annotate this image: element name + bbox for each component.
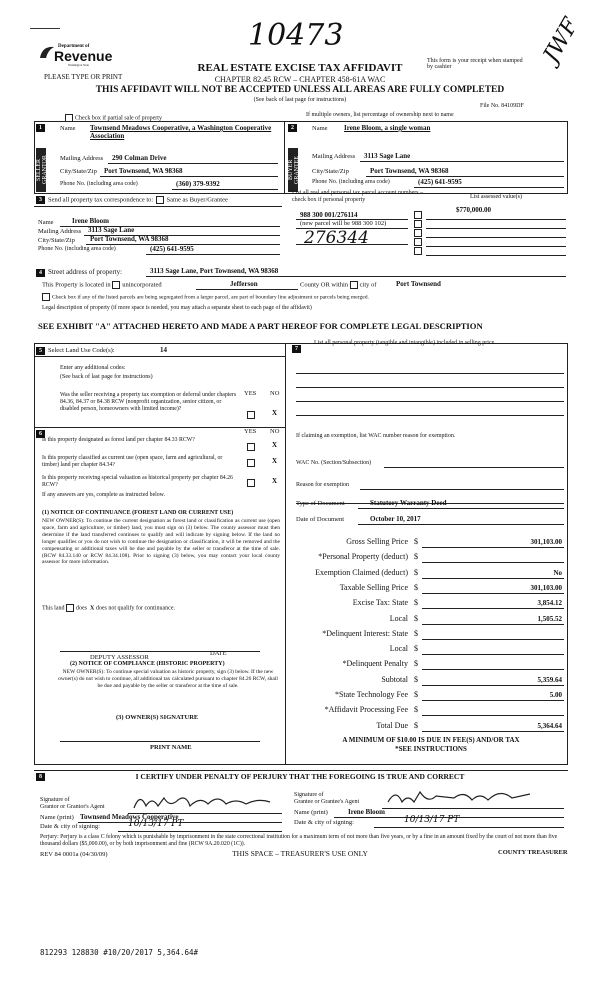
logo-name: Revenue	[54, 48, 113, 64]
tax-corr-phone: (425) 641-9595	[150, 245, 194, 253]
forest-land-question: Is this property designated as forest land per chapter 84.33 RCW?	[42, 437, 195, 443]
amount-dollar-sign: $	[414, 567, 418, 577]
doc-type-label: Type of Document	[296, 500, 345, 507]
seller-exemption-yes-checkbox[interactable]	[247, 411, 255, 419]
street-label: Street address of property:	[48, 268, 123, 276]
land-use-see-back: (See back of last page for instructions)	[60, 374, 153, 380]
continuance-title: (1) NOTICE OF CONTINUANCE (FOREST LAND OR CURRENT USE)	[42, 510, 234, 516]
county-value: Jefferson	[230, 280, 258, 288]
current-use-question: Is this property classified as current use (open space, farm and agricultural, or timber) land per chapter 84.34?	[42, 455, 223, 468]
this-land-row: This land does X does not qualify for continuance.	[42, 605, 175, 612]
section-4-badge: 4	[36, 269, 45, 277]
amount-underline	[422, 700, 564, 701]
amount-value[interactable]: 5,359.64	[537, 675, 562, 684]
buyer-city: Port Townsend, WA 98368	[370, 167, 449, 175]
multiple-owners-note: If multiple owners, list percentage of ownership next to name	[306, 112, 454, 118]
legal-description-label: Legal description of property (if more space is needed, you may attach a separate sheet to each page of the affidavit)	[42, 305, 312, 311]
see-instructions: *SEE INSTRUCTIONS	[395, 745, 467, 753]
additional-codes-label: Enter any additional codes:	[60, 365, 126, 371]
segregated-row[interactable]	[42, 293, 369, 301]
grantor-date-label: Date & city of signing:	[40, 823, 100, 830]
doc-date-label: Date of Document	[296, 516, 345, 523]
parcel-checkboxes[interactable]	[414, 211, 424, 256]
unincorporated-checkbox[interactable]	[112, 281, 120, 289]
amount-underline	[422, 578, 564, 579]
amount-dollar-sign: $	[414, 644, 418, 654]
amount-dollar-sign: $	[414, 705, 418, 715]
same-as-buyer-label: Same as Buyer/Grantee	[166, 196, 228, 204]
land-use-no-header: NO	[270, 390, 280, 397]
located-row	[42, 281, 162, 289]
amount-underline	[422, 624, 564, 625]
deputy-date-label: DATE	[210, 650, 227, 657]
grantor-signature	[130, 790, 280, 814]
current-use-yes-checkbox[interactable]	[247, 459, 255, 467]
amount-underline	[422, 685, 564, 686]
street-row	[36, 268, 122, 277]
section-1-badge: 1	[36, 124, 45, 132]
revenue-logo	[38, 44, 113, 67]
owner-signature-label: (3) OWNER(S) SIGNATURE	[116, 714, 199, 721]
doc-type-value: Statutory Warranty Deed	[370, 499, 447, 507]
logo-dept: Department of	[58, 44, 90, 49]
continuance-text: NEW OWNER(S): To continue the current designation as forest land or classification as current use (open space, farm and agriculture, or timber) land, you must sign on (3) below. The county assessor must then determine if the land transferred continues to qualify and will indicate by signing below. If the land no longer qualifies or you do not wish to continue the designation or classification, it will be removed and the compensating or additional taxes will be due and payable by the seller or transferor at the time of sale. (RCW 84.33.140 or RCW 84.34.108). Prior to signing (3) below, you may contact your local county assessor for more information.	[42, 518, 280, 566]
handwritten-file-number: 10473	[248, 18, 344, 53]
exemption-intro: If claiming an exemption, list WAC number reason for exemption.	[296, 433, 456, 439]
seller-mailing: 290 Colman Drive	[112, 154, 167, 162]
land-use-row	[36, 347, 115, 355]
grantor-name-label: Name (print)	[40, 814, 74, 821]
unincorporated-label: unincorporated	[122, 281, 162, 289]
exhibit-note: SEE EXHIBIT "A" ATTACHED HERETO AND MADE A PART HEREOF FOR COMPLETE LEGAL DESCRIPTION	[38, 321, 483, 331]
historic-no-mark[interactable]: X	[272, 477, 278, 485]
grantee-name: Irene Bloom	[348, 808, 386, 816]
tax-corr-name: Irene Bloom	[72, 217, 110, 225]
form-chapter: CHAPTER 82.45 RCW – CHAPTER 458-61A WAC	[214, 75, 386, 84]
seller-name: Townsend Meadows Cooperative, a Washington Cooperative Association	[90, 124, 272, 140]
treasurer-space: THIS SPACE – TREASURER'S USE ONLY	[232, 849, 368, 858]
receipt-stamp: 812293 128830 #10/20/2017 5,364.64#	[40, 948, 199, 957]
section-7-badge: 7	[292, 345, 301, 353]
revision-number: REV 84 0001a (04/30/09)	[40, 851, 108, 858]
exemption-reason-label: Reason for exemption	[296, 482, 349, 488]
county-within-label: County OR within city of	[300, 281, 377, 289]
forest-yes-header: YES	[244, 428, 257, 435]
land-use-code: 14	[160, 346, 167, 354]
doc-date-value: October 10, 2017	[370, 515, 421, 523]
buyer-city-label: City/State/Zip	[312, 168, 349, 175]
amount-dollar-sign: $	[414, 537, 418, 546]
deputy-assessor-label: DEPUTY ASSESSOR	[90, 654, 149, 661]
amount-label: *Delinquent Penalty	[342, 659, 408, 669]
form-see-back: (See back of last page for instructions)	[253, 97, 347, 103]
parcel-personal-checkbox[interactable]	[414, 247, 422, 255]
grantee-date: 10/13/17 PT	[404, 815, 460, 825]
seller-phone: (360) 379-9392	[176, 180, 220, 188]
tax-corr-mailing: 3113 Sage Lane	[88, 226, 135, 234]
handwritten-initials: JWF	[538, 14, 584, 67]
parcel-number: 988 300 001/276114	[300, 211, 358, 219]
amount-label: *Delinquent Interest: State	[322, 628, 408, 638]
grantee-signature-label: Signature of Grantee or Grantee's Agent	[294, 792, 360, 805]
amount-underline	[422, 547, 564, 548]
seller-exemption-question: Was the seller receiving a property tax exemption or deferral under chapters 84.36, 84.37 or 84.38 RCW (nonprofit organization, senior citizen, or disabled person, homeowners with limited income)?	[60, 392, 237, 412]
grantee-signature	[384, 786, 534, 810]
section-8-badge: 8	[36, 773, 45, 781]
tax-corr-phone-label: Phone No. (including area code)	[38, 246, 116, 252]
historic-question: Is this property receiving special valuation as historical property per chapter 84.26 RCW?	[42, 475, 233, 488]
seller-city: Port Townsend, WA 98368	[104, 167, 183, 175]
located-label: This Property is located in	[42, 281, 111, 289]
tax-corr-city-label: City/State/Zip	[38, 237, 75, 244]
street-value: 3113 Sage Lane, Port Townsend, WA 98368	[150, 267, 279, 275]
grantee-name-label: Name (print)	[294, 809, 328, 816]
file-number: File No. 84109DF	[480, 103, 524, 109]
form-title: REAL ESTATE EXCISE TAX AFFIDAVIT	[197, 62, 403, 74]
assessed-value: $770,000.00	[456, 206, 491, 214]
amount-label: Excise Tax: State	[352, 598, 408, 608]
parcel-personal-checkbox[interactable]	[414, 229, 422, 237]
section-3-badge: 3	[36, 196, 45, 204]
amount-label: Subtotal	[381, 674, 408, 684]
buyer-name: Irene Bloom, a single woman	[344, 124, 431, 132]
amount-value[interactable]: 5,364.64	[537, 721, 562, 730]
land-use-label: Select Land Use Code(s):	[48, 347, 115, 354]
amount-label: Local	[389, 613, 408, 623]
amount-value[interactable]: 1,505.52	[537, 614, 562, 623]
parcel-personal-checkbox[interactable]	[414, 211, 422, 219]
grantor-date: 10/13/17 PT	[128, 819, 184, 829]
historic-notice-title: (2) NOTICE OF COMPLIANCE (HISTORIC PROPERTY)	[70, 661, 225, 667]
grantor-name: Townsend Meadows Cooperative	[80, 813, 179, 821]
city-checkbox[interactable]	[350, 281, 358, 289]
current-use-no-mark[interactable]: X	[272, 457, 278, 465]
amount-dollar-sign: $	[414, 674, 418, 684]
personal-property-label: List all personal property (tangible and intangible) included in selling price.	[314, 340, 496, 346]
type-or-print: PLEASE TYPE OR PRINT	[44, 73, 123, 81]
land-does-checkbox[interactable]	[66, 604, 74, 612]
top-mark	[30, 28, 60, 29]
county-treasurer-label: COUNTY TREASURER	[498, 849, 568, 856]
forest-no-header: NO	[270, 428, 280, 435]
amount-value[interactable]: 301,103.00	[530, 538, 562, 546]
tax-corr-mailing-label: Mailing Address	[38, 228, 82, 235]
amount-value[interactable]: No	[553, 568, 562, 577]
amount-label: *Personal Property (deduct)	[318, 552, 408, 562]
forest-note: If any answers are yes, complete as instructed below.	[42, 492, 165, 498]
amount-underline	[422, 562, 564, 563]
seller-vertical-label: SELLER GRANTOR	[36, 148, 46, 192]
parcel-personal-checkbox[interactable]	[414, 220, 422, 228]
amount-dollar-sign: $	[414, 659, 418, 669]
amount-underline	[422, 715, 564, 716]
amount-underline	[422, 654, 564, 655]
segregated-checkbox[interactable]	[42, 293, 50, 301]
buyer-vertical-label: BUYER GRANTEE	[288, 148, 298, 192]
seller-name-label: Name	[60, 125, 76, 132]
print-name-label: PRINT NAME	[150, 744, 192, 751]
grantee-date-label: Date & city of signing:	[294, 819, 354, 826]
amount-underline	[422, 731, 564, 732]
receipt-note: This form is your receipt when stamped by cashier	[427, 58, 523, 70]
buyer-mailing-label: Mailing Address	[312, 153, 356, 160]
wac-label: WAC No. (Section/Subsection)	[296, 460, 372, 466]
amount-label: Exemption Claimed (deduct)	[315, 567, 408, 577]
same-as-buyer-checkbox[interactable]	[156, 196, 164, 204]
seller-city-label: City/State/Zip	[60, 168, 97, 175]
segregated-label: Check box if any of the listed parcels are being segregated from a larger parcel, are part of boundary line adjustment or parcels being merged.	[52, 294, 369, 301]
amount-dollar-sign: $	[414, 582, 418, 592]
amount-label: *Affidavit Processing Fee	[324, 705, 408, 715]
buyer-mailing: 3113 Sage Lane	[364, 152, 411, 160]
land-use-yes-header: YES	[244, 390, 257, 397]
amount-underline	[422, 639, 564, 640]
parcel-heading: List all real and personal tax parcel account numbers – check box if personal property	[292, 190, 424, 203]
tax-corr-label: Send all property tax correspondence to:	[48, 196, 154, 204]
amount-label: Local	[389, 644, 408, 654]
amount-label: *State Technology Fee	[334, 690, 408, 699]
tax-corr-name-label: Name	[38, 219, 54, 226]
parcel-new-number: (new parcel will be 988 300 102)	[300, 220, 387, 227]
historic-yes-checkbox[interactable]	[247, 479, 255, 487]
amount-underline	[422, 669, 564, 670]
amount-dollar-sign: $	[414, 598, 418, 608]
amount-underline	[422, 608, 564, 609]
certify-statement: I CERTIFY UNDER PENALTY OF PERJURY THAT THE FOREGOING IS TRUE AND CORRECT	[135, 772, 465, 781]
tax-corr-row	[36, 196, 228, 204]
city-value: Port Townsend	[396, 280, 441, 288]
parties-divider	[284, 121, 285, 194]
forest-land-no-mark[interactable]: X	[272, 441, 278, 449]
perjury-statement: Perjury: Perjury is a class C felony which is punishable by imprisonment in the state correctional institution for a maximum term of not more than five years, or by a fine in an amount fixed by the court of not more than five thousand dollars ($5,000.00), or by both imprisonment and fine (RCW 9A.20.020 (1C)).	[40, 834, 558, 847]
amount-label: Total Due	[376, 720, 408, 730]
grantor-signature-label: Signature of Grantor or Grantor's Agent	[40, 797, 105, 810]
buyer-phone-label: Phone No. (including area code)	[312, 179, 390, 185]
seller-exemption-no-mark[interactable]: X	[272, 409, 278, 417]
buyer-name-label: Name	[312, 125, 328, 132]
parcel-handwritten: 276344	[304, 228, 369, 248]
tax-corr-city: Port Townsend, WA 98368	[90, 235, 169, 243]
amount-value[interactable]: 301,103.00	[530, 583, 562, 592]
section-2-badge: 2	[288, 124, 297, 132]
section-6-badge: 6	[36, 430, 45, 438]
amount-dollar-sign: $	[414, 613, 418, 623]
section-5-badge: 5	[36, 347, 45, 355]
parcel-personal-checkbox[interactable]	[414, 238, 422, 246]
amount-value[interactable]: 3,854.12	[537, 599, 562, 608]
amount-dollar-sign: $	[414, 690, 418, 699]
amount-dollar-sign: $	[414, 720, 418, 730]
amount-dollar-sign: $	[414, 552, 418, 562]
amount-label: Gross Selling Price	[346, 537, 408, 546]
amount-label: Taxable Selling Price	[339, 582, 408, 592]
seller-mailing-label: Mailing Address	[60, 155, 104, 162]
amount-underline	[422, 593, 564, 594]
seller-phone-label: Phone No. (including area code)	[60, 181, 138, 187]
forest-land-yes-checkbox[interactable]	[247, 443, 255, 451]
historic-notice-text: NEW OWNER(S): To continue special valuation as historic property, sign (3) below. If the new owner(s) do not wish to continue, all additional tax calculated pursuant to chapter 84.26 RCW, shall be due and payable by the seller or transferor at the time of sale.	[58, 669, 278, 689]
partial-sale-label: Check box if partial sale of property	[75, 115, 162, 122]
amount-dollar-sign: $	[414, 628, 418, 638]
form-warning: THIS AFFIDAVIT WILL NOT BE ACCEPTED UNLESS ALL AREAS ARE FULLY COMPLETED	[95, 85, 505, 95]
logo-sub: Washington State	[68, 63, 90, 67]
amount-value[interactable]: 5.00	[549, 691, 562, 699]
buyer-phone: (425) 641-9595	[418, 178, 462, 186]
assessed-heading: List assessed value(s)	[470, 194, 522, 200]
minimum-note: A MINIMUM OF $10.00 IS DUE IN FEE(S) AND/OR TAX	[342, 736, 520, 744]
